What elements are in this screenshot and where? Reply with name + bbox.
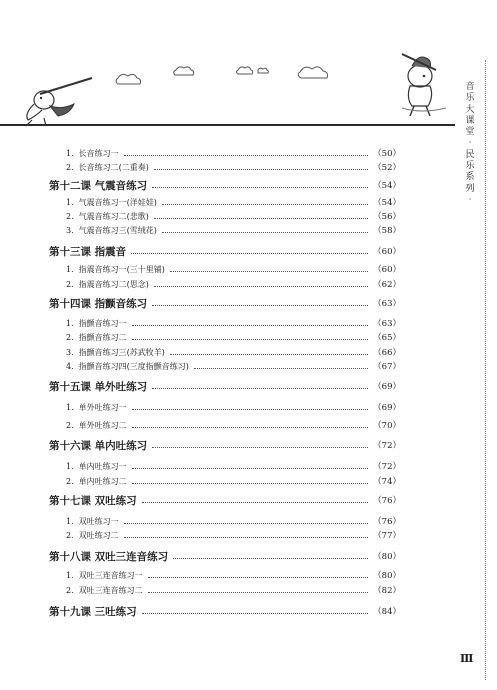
dot-leader [162,232,368,233]
dot-leader [132,427,369,428]
dot-leader [170,271,368,272]
toc-item-title: 长音练习二(二重奏) [78,162,149,172]
toc-page-number: （62） [373,280,401,290]
toc-lesson-row [49,178,401,192]
toc-item-title: 气震音练习一(洋娃娃) [78,197,157,207]
toc-item-number: 3. [66,225,74,235]
toc-page-number: （63） [373,319,401,329]
dot-leader [162,204,368,205]
dot-leader [142,613,369,614]
toc-page-number: （56） [373,212,401,222]
toc-page-number: （80） [373,552,401,562]
toc-page-number: （66） [373,348,401,358]
toc-item-title: 指震音练习二(思念) [78,279,149,289]
toc-page-number: （52） [373,163,401,173]
toc-item-row [66,345,401,359]
toc-item-row [66,418,401,432]
dot-leader [152,447,368,448]
toc-page-number: （63） [373,299,401,309]
toc-item-number: 2. [66,476,74,486]
toc-page-number: （80） [373,571,401,581]
toc-item-number: 2. [66,332,74,342]
toc-page-number: （54） [373,198,401,208]
toc-item-title: 单内吐练习一 [78,461,127,471]
toc-lesson-title: 第十七课 双吐练习 [49,494,137,507]
toc-item-number: 1. [66,570,74,580]
toc-item-row [66,195,401,209]
dot-leader [132,409,369,410]
toc-item-number: 1. [66,197,74,207]
dot-leader [131,253,368,254]
dot-leader [154,169,368,170]
toc-item-title: 指震音练习一(三十里铺) [78,264,165,274]
toc-page-number: （77） [373,531,401,541]
toc-page-number: （58） [373,226,401,236]
toc-page-number: （69） [373,403,401,413]
toc-lesson-title: 第十六课 单内吐练习 [49,439,148,452]
toc-item-number: 1. [66,318,74,328]
toc-item-number: 2. [66,211,74,221]
toc-item-title: 单外吐练习二 [78,420,127,430]
toc-item-row [66,209,401,223]
dot-leader [124,537,369,538]
toc-item-title: 指颤音练习三(苏武牧羊) [78,347,165,357]
dot-leader [148,592,369,593]
toc-lesson-row [49,244,401,258]
toc-page-number: （70） [373,421,401,431]
toc-item-row [66,583,401,597]
toc-item-number: 1. [66,516,74,526]
toc-page-number: （60） [373,247,401,257]
toc-item-number: 2. [66,420,74,430]
toc-page-number: （74） [373,477,401,487]
toc-item-row [66,474,401,488]
dot-leader [194,368,368,369]
toc-lesson-row [49,493,401,507]
toc-page-number: （76） [373,517,401,527]
toc-page-number: （69） [373,382,401,392]
toc-item-number: 3. [66,347,74,357]
toc-item-title: 单外吐练习一 [78,402,127,412]
toc-item-title: 双吐练习一 [78,516,119,526]
toc-item-title: 双吐三连音练习二 [78,585,143,595]
toc-item-number: 1. [66,264,74,274]
toc-item-number: 1. [66,402,74,412]
toc-page-number: （67） [373,362,401,372]
toc-item-number: 1. [66,461,74,471]
toc-page-number: （82） [373,586,401,596]
toc-lesson-title: 第十九课 三吐练习 [49,605,137,618]
toc-item-title: 单内吐练习二 [78,476,127,486]
toc-lesson-title: 第十四课 指颤音练习 [49,297,148,310]
toc-page-number: （72） [373,462,401,472]
toc-lesson-row [49,604,401,618]
page-folio: Ⅲ [460,652,473,665]
toc-item-row [66,262,401,276]
dot-leader [152,187,368,188]
toc-item-row [66,514,401,528]
toc-item-row [66,223,401,237]
toc-item-number: 2. [66,530,74,540]
dot-leader [170,354,368,355]
toc-item-number: 2. [66,585,74,595]
dot-leader [148,577,369,578]
toc-page-number: （60） [373,265,401,275]
dot-leader [142,502,369,503]
toc-item-row [66,528,401,542]
toc-item-row [66,330,401,344]
dot-leader [124,155,369,156]
toc-item-row [66,146,401,160]
toc-item-row [66,277,401,291]
toc-item-row [66,359,401,373]
toc-lesson-title: 第十三课 指震音 [49,245,127,258]
toc-lesson-row [49,549,401,563]
toc-item-number: 2. [66,162,74,172]
toc-item-title: 指颤音练习二 [78,332,127,342]
toc-item-number: 2. [66,279,74,289]
toc-lesson-row [49,296,401,310]
toc-lesson-row [49,438,401,452]
toc-item-row [66,400,401,414]
toc-item-number: 4. [66,361,74,371]
toc-item-row [66,160,401,174]
dot-leader [154,286,368,287]
toc-item-number: 1. [66,148,74,158]
toc-item-title: 双吐练习二 [78,530,119,540]
toc-item-row [66,316,401,330]
dot-leader [132,325,369,326]
toc-page-number: （84） [373,607,401,617]
dot-leader [152,388,368,389]
toc-lesson-row [49,379,401,393]
toc-item-row [66,459,401,473]
dot-leader [132,339,369,340]
toc-page-number: （65） [373,333,401,343]
dot-leader [152,305,368,306]
toc-page-number: （72） [373,441,401,451]
toc-page-number: （50） [373,149,401,159]
toc-page-number: （76） [373,496,401,506]
dot-leader [132,483,369,484]
toc-item-row [66,568,401,582]
dot-leader [124,523,369,524]
toc-page-number: （54） [373,181,401,191]
dot-leader [154,218,368,219]
dot-leader [173,558,368,559]
dot-leader [132,468,369,469]
toc-lesson-title: 第十八课 双吐三连音练习 [49,550,169,563]
toc-item-title: 气震音练习二(悲歌) [78,211,149,221]
series-side-title: 音 乐 大 课 堂 · 民 乐 系 列 · [465,82,475,205]
toc-item-title: 长音练习一 [78,148,119,158]
toc-item-title: 指颤音练习四(三度指颤音练习) [78,361,189,371]
toc-lesson-title: 第十五课 单外吐练习 [49,380,148,393]
toc-item-title: 双吐三连音练习一 [78,570,143,580]
toc-lesson-title: 第十二课 气震音练习 [49,179,148,192]
toc-item-title: 气震音练习三(雪绒花) [78,225,157,235]
toc-item-title: 指颤音练习一 [78,318,127,328]
